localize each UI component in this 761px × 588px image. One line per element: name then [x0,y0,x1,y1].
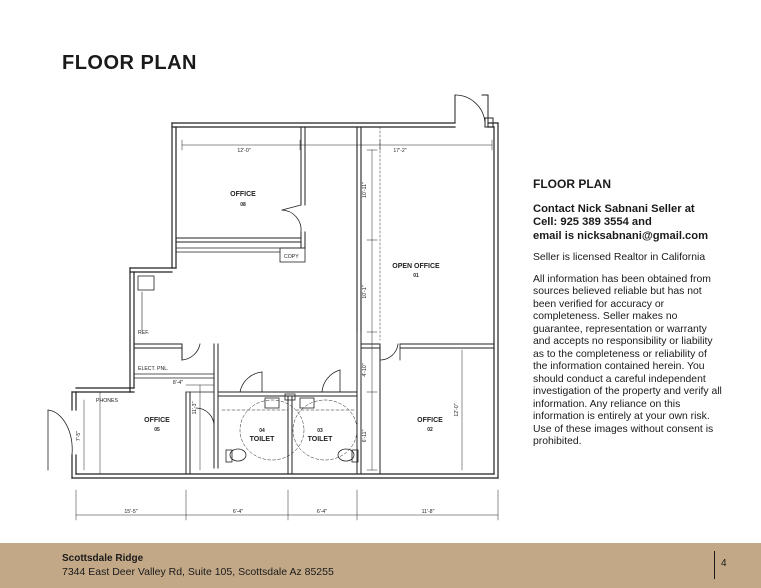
contact-line-3: email is nicksabnani@gmail.com [533,229,709,242]
dim-v5: 12'-0" [454,403,460,417]
dim-v7: 7'-5" [76,430,82,442]
property-name: Scottsdale Ridge [62,553,144,564]
footer-divider [714,551,715,579]
room-office-top-number: 08 [240,202,246,208]
dim-b3: 6'-4" [316,509,328,515]
info-heading: FLOOR PLAN [533,177,611,191]
room-office-left-number: 05 [154,427,160,433]
page-title: FLOOR PLAN [62,52,197,74]
dim-b2: 6'-4" [232,509,244,515]
room-toilet-left-number: 04 [259,428,265,434]
contact-line-1: Contact Nick Sabnani Seller at [533,202,695,215]
room-office-top-name: OFFICE [230,191,256,198]
disclaimer-text: All information has been obtained from sources believed reliable but has not been verified for accuracy or completeness. Seller makes no guarantee, representation or warranty and accepts no responsibility or liability as to the completeness or reliability of the information contained herein. You should conduct a careful independent investigation of the property and verify all information. Any reliance on this information is entirely at your own risk. Use of these images without consent is prohibited. [533,273,722,447]
contact-line-2: Cell: 925 389 3554 and [533,216,652,228]
dim-top-left: 12'-0" [237,148,251,154]
room-open-office-name: OPEN OFFICE [392,263,440,270]
dim-b4: 11'-8" [421,509,435,515]
property-address: 7344 East Deer Valley Rd, Suite 105, Scottsdale Az 85255 [62,566,334,578]
room-office-right-name: OFFICE [417,417,443,424]
room-open-office-number: 01 [413,273,419,279]
dim-h-mid: 8'-4" [172,380,184,386]
dim-top-right: 17'-2" [393,148,407,154]
label-elect-pnl: ELECT. PNL. [138,366,169,372]
dim-v4: 6'-11" [362,429,368,443]
dim-v3: 4'-10" [362,363,368,377]
footer-bar [0,543,761,588]
room-office-right-number: 02 [427,427,433,433]
room-toilet-left-name: TOILET [249,436,275,443]
dim-v6: 11'-3" [192,401,198,415]
room-toilet-right-number: 03 [317,428,323,434]
info-panel [533,178,723,449]
label-ref: REF. [138,330,150,336]
label-phones: PHONES [96,398,118,404]
licensed-note: Seller is licensed Realtor in California [533,252,706,263]
dim-v2: 10'-1" [362,285,368,299]
room-office-left-name: OFFICE [144,417,170,424]
page-number: 4 [721,558,727,569]
dim-b1: 15'-5" [124,509,138,515]
label-copy: COPY [284,254,299,260]
dim-v1: 10'-11" [362,182,368,198]
contact-block [533,203,723,244]
room-toilet-right-name: TOILET [307,436,333,443]
